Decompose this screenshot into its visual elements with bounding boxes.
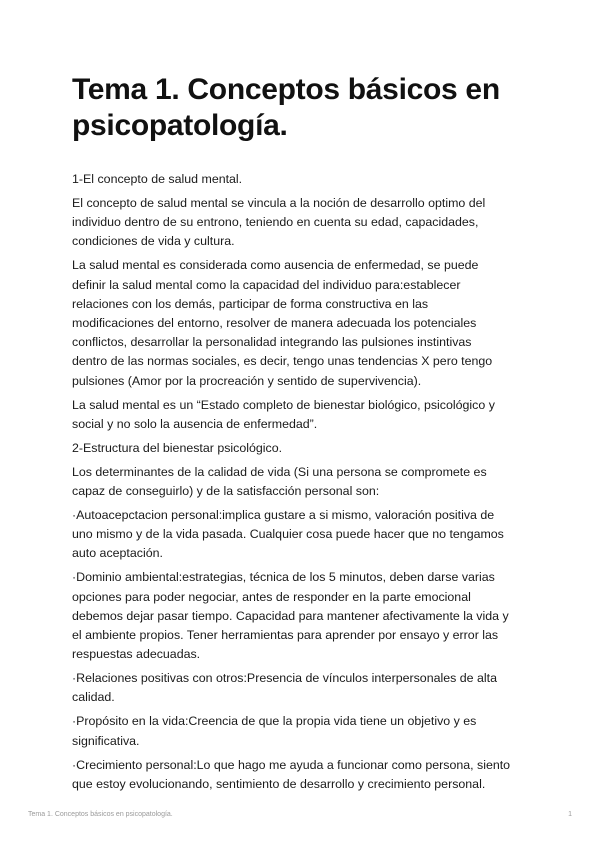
text-line: conflictos, desarrollar la personalidad integrando las pulsiones instintivas	[72, 335, 472, 350]
paragraph	[72, 712, 542, 750]
text-line: social y no solo la ausencia de enfermedad”.	[72, 416, 318, 431]
text-line: La salud mental es considerada como ausencia de enfermedad, se puede	[72, 258, 479, 273]
paragraph	[72, 669, 542, 707]
text-line: Los determinantes de la calidad de vida (Si una persona se compromete es	[72, 464, 487, 479]
paragraph	[72, 463, 542, 501]
text-line: 2-Estructura del bienestar psicológico.	[72, 440, 283, 455]
paragraph	[72, 256, 542, 390]
page-title	[72, 72, 542, 144]
title-line: Tema 1. Conceptos básicos en	[72, 73, 500, 106]
text-line: uno mismo y de la vida pasada. Cualquier cosa puede hacer que no tengamos	[72, 527, 504, 542]
text-line: auto aceptación.	[72, 546, 163, 561]
title-line: psicopatología.	[72, 109, 288, 142]
page-number: 1	[568, 811, 572, 818]
text-line: significativa.	[72, 733, 140, 748]
text-line: opciones para poder negociar, antes de responder en la parte emocional	[72, 589, 471, 604]
text-line: dentro de las normas sociales, es decir, tengo unas tendencias X pero tengo	[72, 354, 493, 369]
text-line: ·Autoacepctacion personal:implica gustare a si mismo, valoración positiva de	[72, 508, 495, 523]
text-line: respuestas adecuadas.	[72, 647, 201, 662]
text-line: ·Dominio ambiental:estrategias, técnica de los 5 minutos, deben darse varias	[72, 570, 495, 585]
paragraph	[72, 756, 542, 794]
text-line: 1-El concepto de salud mental.	[72, 172, 243, 186]
text-line: ·Relaciones positivas con otros:Presencia de vínculos interpersonales de alta	[72, 671, 497, 686]
paragraph	[72, 568, 542, 664]
text-line: relaciones con los demás, participar de forma constructiva en las	[72, 296, 429, 311]
paragraph	[72, 396, 542, 434]
document-body	[72, 170, 542, 799]
paragraph	[72, 439, 542, 458]
text-line: modificaciones del entorno, resolver de manera adecuada los potenciales	[72, 316, 477, 331]
text-line: El concepto de salud mental se vincula a la noción de desarrollo optimo del	[72, 196, 486, 210]
paragraph	[72, 506, 542, 564]
text-line: calidad.	[72, 690, 115, 705]
text-line: individuo dentro de su entrono, teniendo en cuenta su edad, capacidades,	[72, 215, 479, 230]
text-line: debemos dejar pasar tiempo. Capacidad para mantener afectivamente la vida y	[72, 608, 509, 623]
paragraph	[72, 170, 542, 189]
paragraph	[72, 194, 542, 252]
text-line: ·Crecimiento personal:Lo que hago me ayuda a funcionar como persona, siento	[72, 757, 511, 772]
text-line: que estoy evolucionando, sentimiento de desarrollo y crecimiento personal.	[72, 776, 486, 791]
text-line: ·Propósito en la vida:Creencia de que la propia vida tiene un objetivo y es	[72, 714, 477, 729]
text-line: pulsiones (Amor por la procreación y sentido de supervivencia).	[72, 373, 422, 388]
text-line: capaz de conseguirlo) y de la satisfacción personal son:	[72, 484, 380, 499]
text-line: definir la salud mental como la capacidad del individuo para:establecer	[72, 277, 461, 292]
text-line: el ambiente propios. Tener herramientas para aprender por ensayo y error las	[72, 628, 499, 643]
text-line: condiciones de vida y cultura.	[72, 234, 235, 249]
text-line: La salud mental es un “Estado completo de bienestar biológico, psicológico y	[72, 397, 495, 412]
page-footer: Tema 1. Conceptos básicos en psicopatología.	[28, 811, 173, 818]
